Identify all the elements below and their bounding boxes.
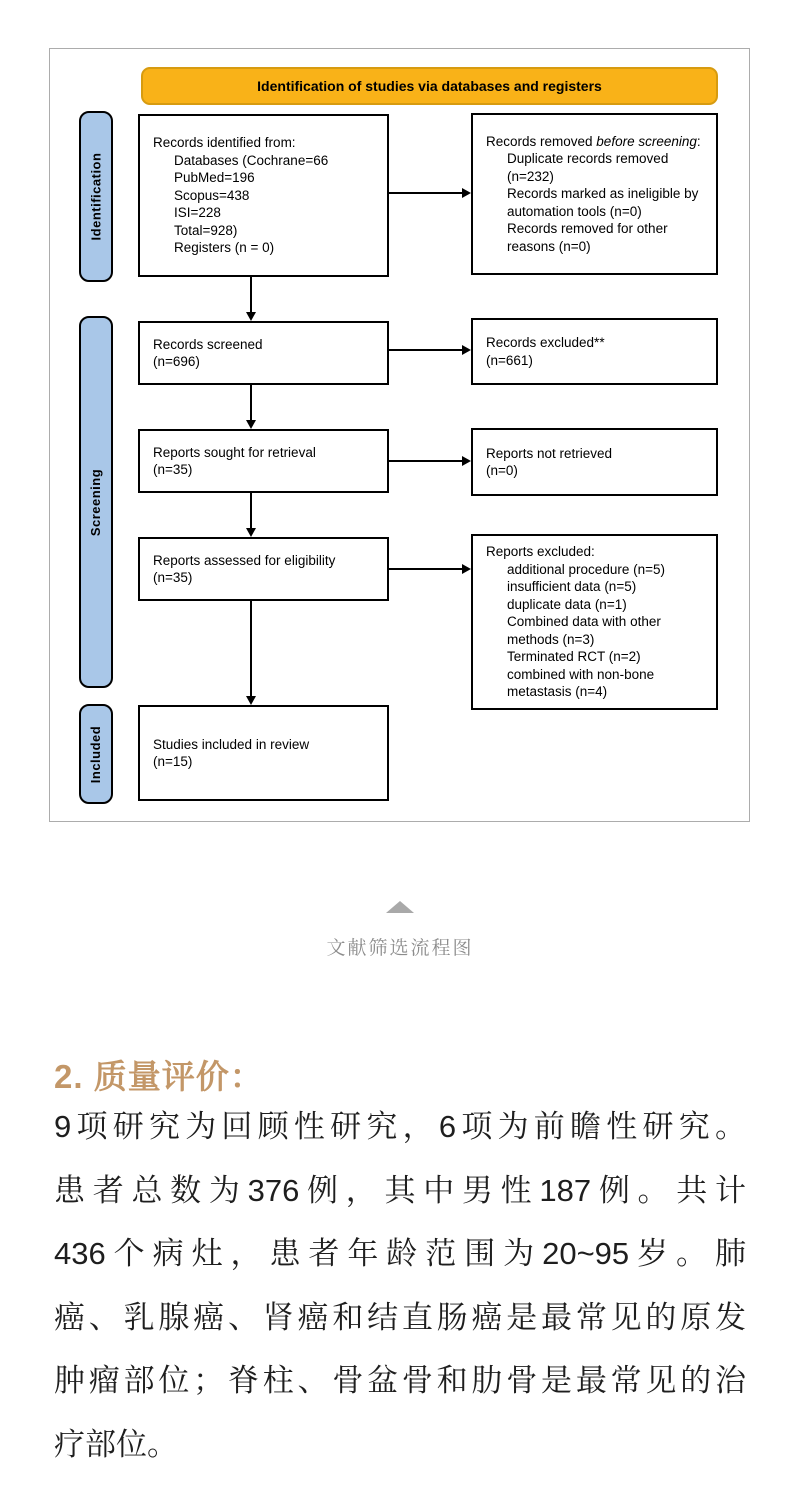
box-reports-excluded-item: insufficient data (n=5) xyxy=(507,579,637,595)
paragraph-line: 疗部位。 xyxy=(54,1426,178,1462)
box-reports-excluded-item: combined with non-bone metastasis (n=4) xyxy=(507,666,655,700)
arrow-shaft xyxy=(250,385,252,420)
box-records-removed-title xyxy=(486,133,708,151)
box-reports-not-retrieved-title: Reports not retrieved xyxy=(486,445,613,461)
box-reports-not-retrieved-n: (n=0) xyxy=(486,463,518,478)
paragraph-line: 癌、乳腺癌、肾癌和结直肠癌是最常见的原发 xyxy=(54,1299,746,1335)
box-records-identified-title: Records identified from: xyxy=(153,135,296,151)
box-records-identified-item: Scopus=438 xyxy=(174,187,250,203)
stage-label-screening-text: Screening xyxy=(88,468,104,536)
stage-label-included-text: Included xyxy=(88,725,104,783)
box-reports-excluded-item: Terminated RCT (n=2) xyxy=(507,649,641,665)
box-records-removed-item: Duplicate records removed (n=232) xyxy=(507,151,669,184)
stage-label-identification-text: Identification xyxy=(88,152,104,241)
box-records-identified-item: Registers (n = 0) xyxy=(174,240,275,256)
right-arrow-identified-to-removed xyxy=(389,188,471,198)
stage-label-identification xyxy=(79,111,113,282)
box-reports-sought-title: Reports sought for retrieval xyxy=(153,444,316,460)
arrow-shaft xyxy=(250,277,252,312)
box-records-removed-item: Records removed for other reasons (n=0) xyxy=(507,221,668,254)
box-reports-excluded xyxy=(471,534,718,710)
right-arrowhead-icon xyxy=(462,564,471,574)
box-records-identified-item: PubMed=196 xyxy=(174,170,255,186)
box-records-excluded-title: Records excluded** xyxy=(486,335,605,350)
box-reports-assessed-n: (n=35) xyxy=(153,570,193,585)
down-arrowhead-icon xyxy=(246,420,256,429)
box-reports-sought xyxy=(138,429,389,493)
right-arrowhead-icon xyxy=(462,345,471,355)
figure-banner: Identification of studies via databases and registers xyxy=(141,67,718,105)
paragraph-line: 肿瘤部位；脊柱、骨盆骨和肋骨是最常见的治 xyxy=(54,1363,746,1398)
box-studies-included-title: Studies included in review xyxy=(153,736,310,752)
right-arrow-assessed-to-excluded xyxy=(389,564,471,574)
arrow-shaft xyxy=(389,349,462,351)
paragraph-line: 9项研究为回顾性研究，6项为前瞻性研究。 xyxy=(54,1109,746,1144)
box-reports-excluded-item: additional procedure (n=5) xyxy=(507,561,665,577)
down-arrowhead-icon xyxy=(246,696,256,705)
box-records-screened xyxy=(138,321,389,385)
down-arrow-identified-to-screened xyxy=(246,277,256,321)
article-paragraph xyxy=(54,1095,746,1476)
box-records-identified-item: Total=928) xyxy=(174,222,238,238)
box-reports-excluded-item: Combined data with other methods (n=3) xyxy=(507,614,661,647)
down-arrow-assessed-to-included xyxy=(246,601,256,705)
box-reports-excluded-title: Reports excluded: xyxy=(486,544,595,560)
down-arrow-screened-to-sought xyxy=(246,385,256,429)
box-records-removed-lead: Records removed xyxy=(486,133,597,149)
down-arrowhead-icon xyxy=(246,528,256,537)
box-records-identified xyxy=(138,114,389,277)
paragraph-line: 患者总数为376例，其中男性187例。共计 xyxy=(54,1172,746,1208)
arrow-shaft xyxy=(389,460,462,462)
box-records-removed xyxy=(471,113,718,275)
paragraph-line: 436个病灶，患者年龄范围为20~95岁。肺 xyxy=(54,1236,746,1271)
section-heading: 2. 质量评价： xyxy=(54,1058,264,1095)
stage-label-included xyxy=(79,704,113,804)
box-reports-excluded-item: duplicate data (n=1) xyxy=(507,596,627,612)
box-records-screened-n: (n=696) xyxy=(153,354,200,369)
box-records-excluded-n: (n=661) xyxy=(486,352,533,368)
collapse-triangle-icon[interactable] xyxy=(386,901,414,913)
arrow-shaft xyxy=(389,568,462,570)
right-arrow-screened-to-excluded xyxy=(389,345,471,355)
box-records-identified-item: Databases (Cochrane=66 xyxy=(174,152,329,168)
down-arrow-sought-to-assessed xyxy=(246,493,256,537)
box-records-removed-lead-end: : xyxy=(696,133,701,149)
arrow-shaft xyxy=(389,192,462,194)
box-records-identified-item: ISI=228 xyxy=(174,205,221,221)
box-records-screened-title: Records screened xyxy=(153,336,263,352)
figure-caption: 文献筛选流程图 xyxy=(326,938,474,959)
right-arrowhead-icon xyxy=(462,188,471,198)
box-records-removed-item: Records marked as ineligible by automation tools (n=0) xyxy=(507,186,699,219)
prisma-flow-diagram xyxy=(49,48,750,822)
box-records-excluded xyxy=(471,318,718,385)
down-arrowhead-icon xyxy=(246,312,256,321)
stage-label-screening xyxy=(79,316,113,688)
right-arrowhead-icon xyxy=(462,456,471,466)
arrow-shaft xyxy=(250,493,252,528)
box-reports-not-retrieved xyxy=(471,428,718,496)
box-reports-sought-n: (n=35) xyxy=(153,462,193,477)
box-records-removed-lead-italic: before screening xyxy=(596,133,697,149)
box-studies-included xyxy=(138,705,389,801)
box-reports-assessed xyxy=(138,537,389,601)
box-reports-assessed-title: Reports assessed for eligibility xyxy=(153,552,336,568)
right-arrow-sought-to-not-retrieved xyxy=(389,456,471,466)
box-studies-included-n: (n=15) xyxy=(153,754,193,769)
arrow-shaft xyxy=(250,601,252,696)
